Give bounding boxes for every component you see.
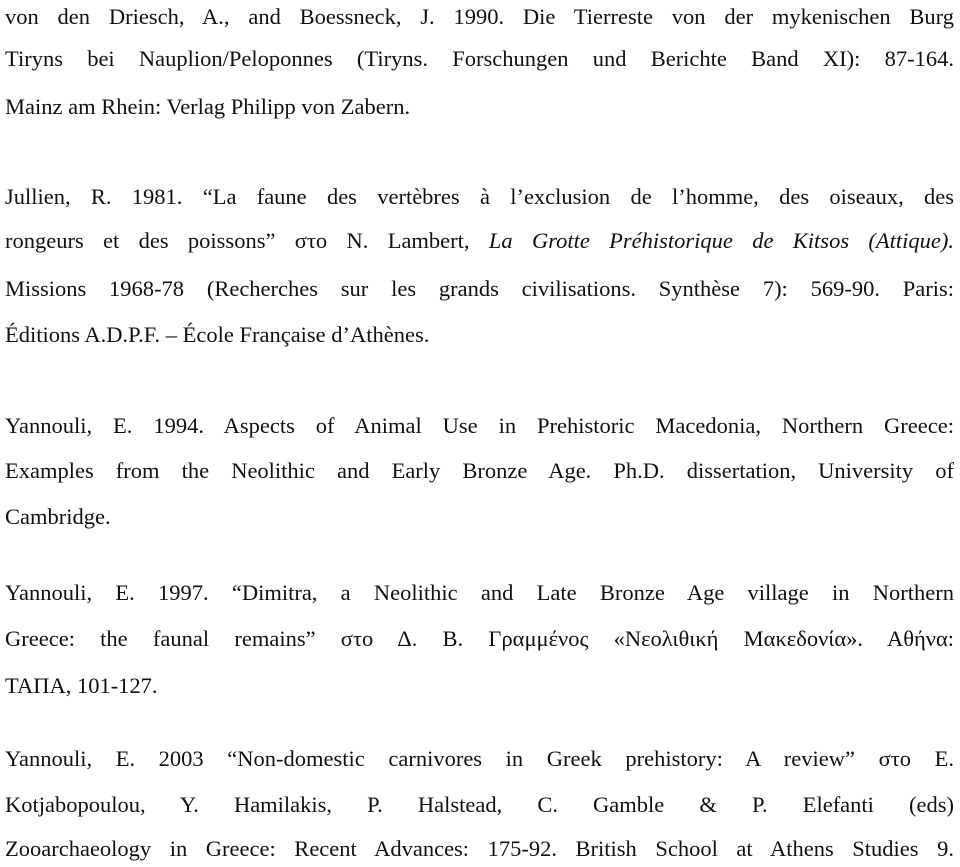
reference-jullien-line-2-text: rongeurs et des poissons” στο N. Lambert, [5,228,489,253]
reference-driesch-line-1: von den Driesch, A., and Boessneck, J. 1990. Die Tierreste von der mykenischen Burg [5,4,954,29]
reference-jullien-line-1: Jullien, R. 1981. “La faune des vertèbres à l’exclusion de l’homme, des oiseaux, des [5,184,954,209]
reference-jullien-line-3: Missions 1968-78 (Recherches sur les grands civilisations. Synthèse 7): 569-90. Paris: [5,276,954,301]
reference-yannouli-1994-line-1: Yannouli, E. 1994. Aspects of Animal Use in Prehistoric Macedonia, Northern Greece: [5,413,954,438]
reference-yannouli-1997-line-1: Yannouli, E. 1997. “Dimitra, a Neolithic and Late Bronze Age village in Northern [5,580,954,605]
reference-driesch-line-2: Tiryns bei Nauplion/Peloponnes (Tiryns. Forschungen und Berichte Band XI): 87-164. [5,46,954,71]
reference-yannouli-1997-line-2: Greece: the faunal remains” στο Δ. Β. Γραμμένος «Νεολιθική Μακεδονία». Αθήνα: [5,626,954,651]
reference-jullien-line-4: Éditions A.D.P.F. – École Française d’Athènes. [5,322,430,347]
reference-yannouli-1994-line-3: Cambridge. [5,504,111,529]
reference-yannouli-2003-line-2: Kotjabopoulou, Y. Hamilakis, P. Halstead, C. Gamble & P. Elefanti (eds) [5,792,954,817]
reference-driesch-line-3: Mainz am Rhein: Verlag Philipp von Zabern. [5,94,411,119]
reference-jullien-book-title: La Grotte Préhistorique de Kitsos (Attique). [488,228,954,253]
reference-yannouli-1997-line-3: ΤΑΠΑ, 101-127. [5,673,158,698]
reference-jullien-line-2 [5,230,954,253]
reference-yannouli-2003-line-1: Yannouli, E. 2003 “Non-domestic carnivores in Greek prehistory: A review” στο E. [5,746,954,771]
reference-yannouli-1994-line-2: Examples from the Neolithic and Early Bronze Age. Ph.D. dissertation, University of [5,458,954,483]
reference-yannouli-2003-line-3: Zooarchaeology in Greece: Recent Advances: 175-92. British School at Athens Studies 9. [5,836,954,861]
